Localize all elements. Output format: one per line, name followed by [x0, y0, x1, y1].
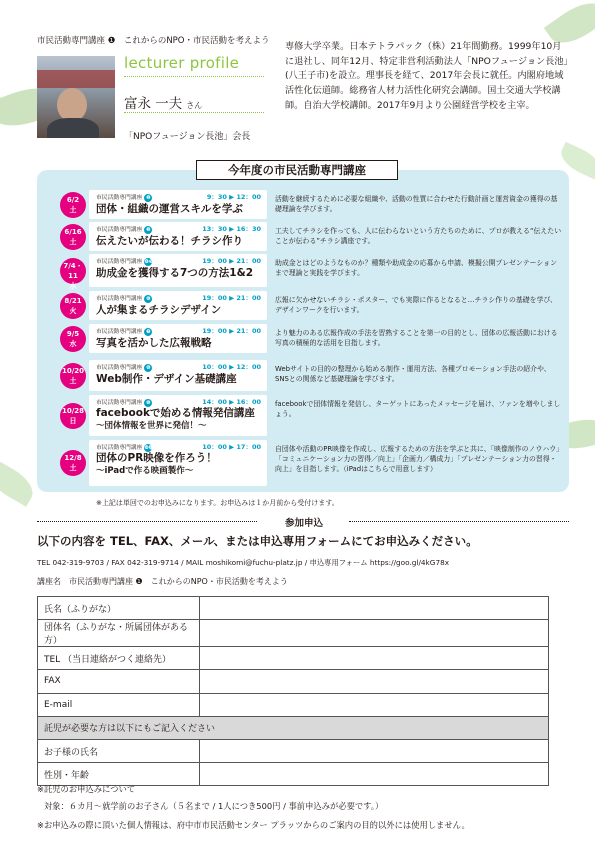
course-number: ❹❺: [144, 259, 154, 265]
form-field-label: TEL （当日連絡がつく連絡先）: [38, 647, 200, 670]
form-field-input[interactable]: [200, 763, 549, 786]
divider: [124, 112, 264, 113]
divider: [124, 76, 264, 77]
course-description: 広報に欠かせないチラシ・ポスター、でも実際に作るとなると…チラシ作りの基礎を学び、デザインワークを行います。: [275, 296, 557, 315]
course-card: [89, 254, 267, 287]
date-text: 10/28: [61, 407, 85, 415]
schedule-row: [37, 324, 569, 353]
date-text: 10/20: [61, 367, 85, 375]
divider: [37, 521, 257, 522]
form-row: [38, 620, 549, 647]
date-badge: [60, 192, 86, 218]
apply-heading-text: 参加申込: [284, 518, 323, 529]
form-field-input[interactable]: [200, 620, 549, 647]
apply-contact[interactable]: TEL 042-319-9703 / FAX 042-319-9714 / MAIL moshikomi@fuchu-platz.jp / 申込専用フォーム https://goo.gl/4kG78x: [37, 558, 450, 567]
course-description: facebookで団体情報を発信し、ターゲットにあったメッセージを届け、ファンを増やしましょう。: [275, 400, 561, 419]
course-time: 14：00 ▶ 16：00: [202, 398, 261, 406]
childcare-title: ※託児のお申込みについて: [37, 784, 136, 794]
apply-instruction: 以下の内容を TEL、FAX、メール、または申込専用フォームにてお申込みください。: [37, 534, 478, 548]
schedule-row: [37, 440, 569, 486]
course-time: 19：00 ▶ 21：00: [202, 294, 261, 302]
course-time: 10：00 ▶ 17：00: [202, 443, 261, 451]
form-field-label: 団体名（ふりがな・所属団体がある方）: [38, 620, 200, 647]
course-card: [89, 190, 267, 219]
course-card: [89, 222, 267, 251]
series-label: 市民活動専門講座: [96, 195, 143, 201]
course-time: 10：00 ▶ 12：00: [202, 363, 261, 371]
course-description: Webサイトの目的の整理から始める制作・運用方法、各種プロモーション手法の紹介や、SNSとの関係など基礎理論を学びます。: [275, 365, 551, 384]
course-title: Web制作・デザイン基礎講座: [96, 373, 237, 385]
schedule-title: 今年度の市民活動専門講座: [196, 160, 398, 180]
course-time: 9：30 ▶ 12：00: [206, 193, 261, 201]
date-badge: [60, 403, 86, 429]
course-description: 工夫してチラシを作っても、人に伝わらないという方たちのために、プロが教える“伝えたいことが伝わる”チラシ講座です。: [275, 227, 562, 246]
series-label: 市民活動専門講座: [96, 400, 143, 406]
series-label: 市民活動専門講座: [96, 227, 143, 233]
form-field-input[interactable]: [200, 739, 549, 762]
schedule-row: [37, 395, 569, 436]
date-badge: [60, 224, 86, 250]
course-subtitle: ～団体情報を世界に発信！～: [96, 421, 207, 431]
form-field-label: 氏名（ふりがな）: [38, 597, 200, 620]
form-row: [38, 693, 549, 716]
date-text: 12/8: [64, 454, 82, 462]
course-time: 19：00 ▶ 21：00: [202, 257, 261, 265]
date-badge: [60, 326, 86, 352]
form-row: [38, 739, 549, 762]
day-text: 土: [69, 464, 77, 472]
date-text: 9/5: [66, 330, 80, 338]
form-field-label: お子様の氏名: [38, 739, 200, 762]
day-text: 土: [69, 377, 77, 385]
form-section-label: 託児が必要な方は以下にもご記入ください: [38, 716, 549, 739]
schedule-row: [37, 291, 569, 320]
schedule-row: [37, 360, 569, 391]
lecturer-bio: 専修大学卒業。日本テトラパック（株）21年間勤務。1999年10月に退社し、同年12月、特定非営利活動法人「NPOフュージョン長池」(八王子市)を設立。理事長を経て、2017年会長に就任。内閣府地域活性化伝道師。総務省人材力活性化研究会講師。国土交通大学校講師。自治大学校講師。2017年9月より公園経営学校を主宰。: [285, 41, 569, 111]
date-badge: [60, 363, 86, 389]
series-label: 市民活動専門講座: [96, 365, 143, 371]
course-time: 19：00 ▶ 21：00: [202, 327, 261, 335]
day-text: 水: [69, 282, 77, 290]
course-title: facebookで始める情報発信講座: [96, 407, 255, 419]
series-title: 市民活動専門講座 ❶ これからのNPO・市民活動を考えよう: [37, 36, 270, 46]
form-field-input[interactable]: [200, 597, 549, 620]
course-time: 13：30 ▶ 16：30: [202, 225, 261, 233]
form-row: [38, 670, 549, 693]
course-number: ❿⓫: [144, 445, 154, 451]
apply-course-name: 講座名 市民活動専門講座 ❶ これからのNPO・市民活動を考えよう: [37, 577, 288, 586]
course-card: [89, 291, 267, 320]
course-number: ❻: [146, 296, 151, 302]
series-label: 市民活動専門講座: [96, 296, 143, 302]
course-card: [89, 395, 267, 436]
lecturer-honorific: さん: [186, 101, 203, 110]
course-card: [89, 440, 267, 486]
divider: [349, 521, 569, 522]
date-badge: [60, 258, 86, 290]
course-number: ❼: [146, 329, 151, 335]
course-description: 助成金とはどのようなものか？種類や助成金の応募から申請、模擬公開プレゼンテーションまで理論と実践を学びます。: [275, 259, 557, 278]
course-title: 人が集まるチラシデザイン: [96, 304, 222, 316]
lecturer-photo: [37, 56, 115, 138]
date-text: 7/4・11: [63, 262, 83, 280]
form-row: [38, 597, 549, 620]
schedule-row: [37, 222, 569, 251]
lecturer-profile-label: lecturer profile: [124, 54, 240, 72]
application-form: [37, 596, 549, 786]
lecturer-name-text: 富永 一夫: [124, 96, 183, 112]
leaf-decoration: [0, 459, 39, 507]
lecturer-name: [124, 92, 202, 112]
course-description: 自団体や活動のPR映像を作成し、広報するための方法を学ぶと共に、「映像制作のノウハウ」「コミュニケーション力の習得／向上」「企画力／構成力」「プレゼンテーション力の習得・向上」を目指します。（iPadはこちらで用意します）: [275, 445, 564, 474]
form-field-input[interactable]: [200, 693, 549, 716]
schedule-row: [37, 254, 569, 290]
course-number: ❾: [146, 400, 151, 406]
course-description: より魅力のある広報作成の手法を習熟することを第一の目的とし、団体の広報活動における写真の積極的な活用を目指します。: [275, 329, 558, 348]
series-label: 市民活動専門講座: [96, 259, 143, 265]
day-text: 日: [69, 417, 77, 425]
schedule-row: [37, 190, 569, 219]
form-field-input[interactable]: [200, 670, 549, 693]
date-text: 6/16: [64, 228, 82, 236]
date-badge: [60, 293, 86, 319]
schedule-note: ※上記は単回でのお申込みになります。お申込みは１か月前から受付けます。: [96, 499, 339, 507]
course-number: ❽: [146, 365, 151, 371]
course-title: 伝えたいが伝わる！チラシ作り: [96, 235, 243, 247]
course-card: [89, 360, 267, 391]
course-title: 写真を活かした広報戦略: [96, 337, 212, 349]
course-card: [89, 324, 267, 353]
lecturer-affiliation: 「NPOフュージョン長池」会長: [124, 132, 251, 142]
privacy-note: ※お申込みの際に頂いた個人情報は、府中市市民活動センター プラッツからのご案内の目的以外には使用しません。: [37, 820, 470, 830]
date-text: 6/2: [66, 196, 80, 204]
childcare-detail: 対象：６カ月～就学前のお子さん（５名まで / 1人につき500円 / 事前申込みが必要です。）: [44, 801, 384, 811]
form-row: [38, 647, 549, 670]
form-field-input[interactable]: [200, 647, 549, 670]
course-title: 助成金を獲得する7つの方法1&2: [96, 267, 254, 279]
form-field-label: FAX: [38, 670, 200, 693]
course-number: ❷: [146, 195, 151, 201]
series-label: 市民活動専門講座: [96, 329, 143, 335]
series-label: 市民活動専門講座: [96, 445, 143, 451]
course-title: 団体のPR映像を作ろう！: [96, 452, 217, 464]
form-row: [38, 716, 549, 739]
form-field-label: E-mail: [38, 693, 200, 716]
apply-heading: [37, 515, 569, 527]
course-subtitle: ～iPadで作る映画製作～: [96, 466, 194, 476]
date-badge: [60, 450, 86, 476]
course-title: 団体・組織の運営スキルを学ぶ: [96, 203, 243, 215]
course-description: 活動を継続するために必要な組織や、活動の性質に合わせた行動計画と運営資金の獲得の基礎理論を学びます。: [275, 195, 558, 214]
form-field-label: 性別・年齢: [38, 763, 200, 786]
day-text: 火: [69, 307, 77, 315]
date-text: 8/21: [64, 297, 82, 305]
day-text: 土: [69, 238, 77, 246]
course-number: ❸: [146, 227, 151, 233]
day-text: 土: [69, 206, 77, 214]
day-text: 水: [69, 340, 77, 348]
